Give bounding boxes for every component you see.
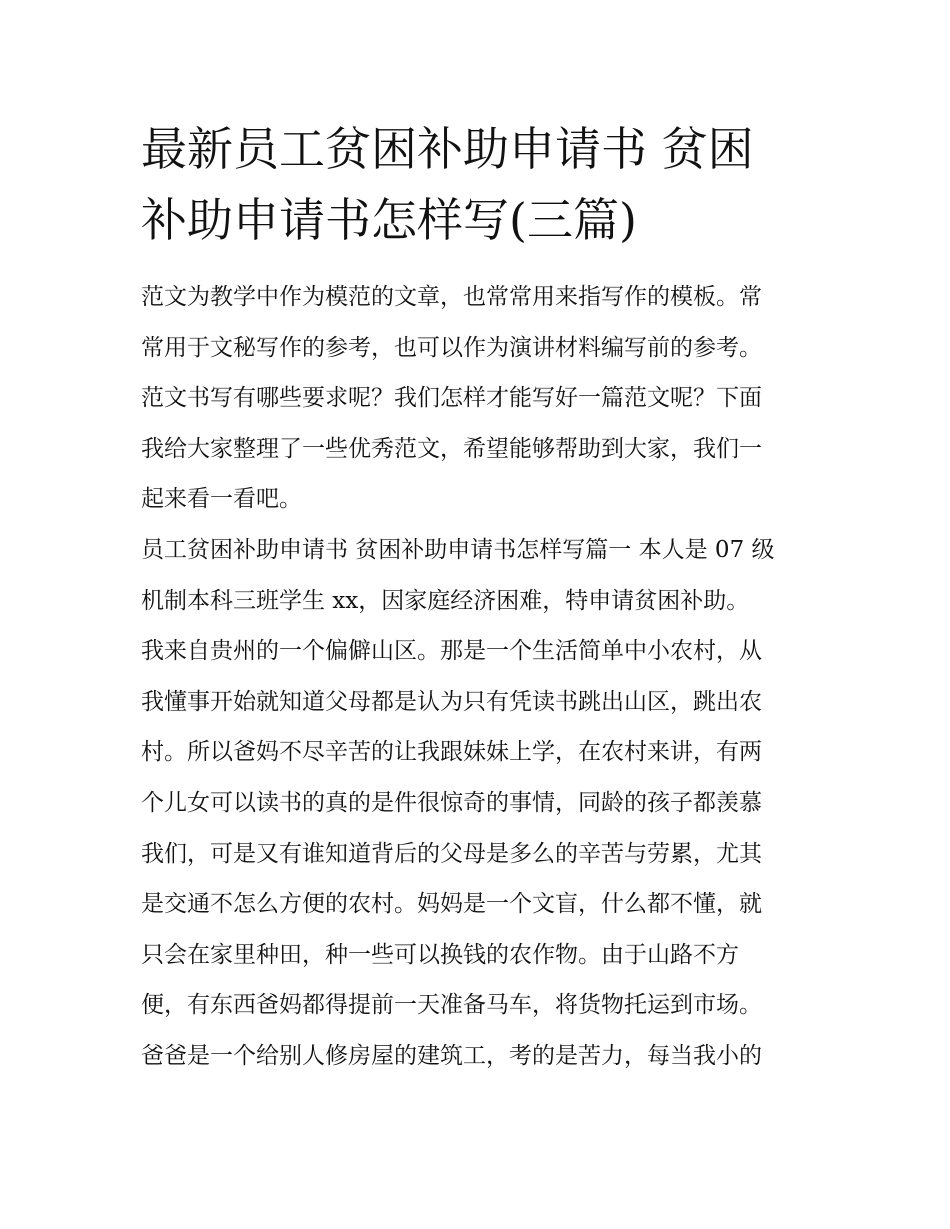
body-line: 村。所以爸妈不尽辛苦的让我跟妹妹上学，在农村来讲，有两 xyxy=(141,739,762,766)
body-line: 我们，可是又有谁知道背后的父母是多么的辛苦与劳累，尤其 xyxy=(141,840,762,867)
document-content xyxy=(141,114,813,1082)
body-line: 机制本科三班学生 xx，因家庭经济困难，特申请贫困补助。 xyxy=(141,587,750,614)
document-title xyxy=(141,114,813,256)
body-line: 我给大家整理了一些优秀范文，希望能够帮助到大家，我们一 xyxy=(141,435,762,462)
title-line: 补助申请书怎样写(三篇) xyxy=(141,193,637,247)
body-line: 爸爸是一个给别人修房屋的建筑工，考的是苦力，每当我小的 xyxy=(141,1042,762,1069)
body-line: 我来自贵州的一个偏僻山区。那是一个生活简单中小农村，从 xyxy=(141,638,762,665)
body-line: 起来看一看吧。 xyxy=(141,486,302,513)
body-line: 常用于文秘写作的参考，也可以作为演讲材料编写前的参考。 xyxy=(141,334,762,361)
body-line: 是交通不怎么方便的农村。妈妈是一个文盲，什么都不懂，就 xyxy=(141,891,762,918)
body-line: 只会在家里种田，种一些可以换钱的农作物。由于山路不方 xyxy=(141,941,739,968)
document-body xyxy=(141,272,813,1082)
title-line: 最新员工贫困补助申请书 贫困 xyxy=(141,122,754,176)
body-line: 个儿女可以读书的真的是件很惊奇的事情，同龄的孩子都羡慕 xyxy=(141,789,762,816)
body-line: 我懂事开始就知道父母都是认为只有凭读书跳出山区，跳出农 xyxy=(141,688,762,715)
body-line: 范文为教学中作为模范的文章，也常常用来指写作的模板。常 xyxy=(141,284,762,310)
body-line: 范文书写有哪些要求呢？我们怎样才能写好一篇范文呢？下面 xyxy=(141,385,762,412)
body-line: 便，有东西爸妈都得提前一天准备马车，将货物托运到市场。 xyxy=(141,992,762,1019)
body-line: 员工贫困补助申请书 贫困补助申请书怎样写篇一 本人是 07 级 xyxy=(141,536,775,563)
